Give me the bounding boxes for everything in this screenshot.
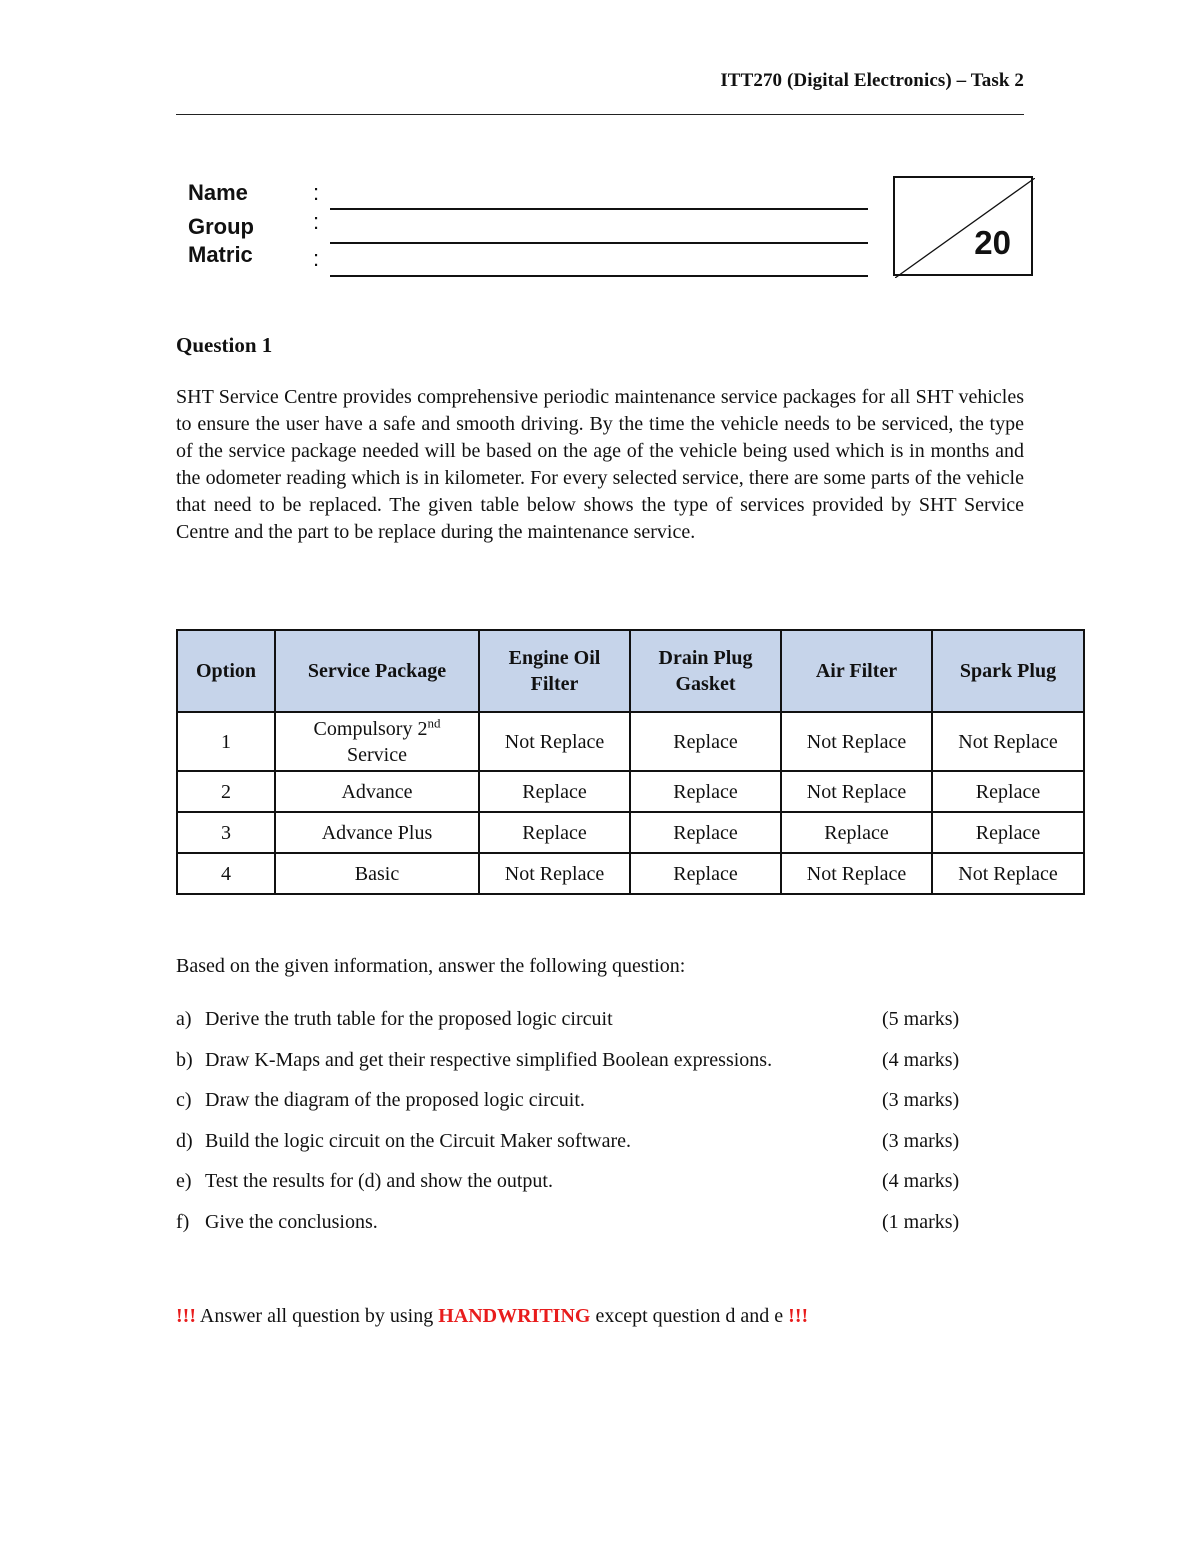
list-item	[176, 1049, 996, 1090]
header-service-package: Service Package	[275, 630, 479, 712]
name-line	[330, 208, 868, 210]
item-text: Test the results for (d) and show the output.	[205, 1170, 553, 1192]
score-divider	[895, 178, 1035, 278]
list-item	[176, 1170, 996, 1211]
item-marks: (3 marks)	[882, 1089, 960, 1111]
header-engine-oil-filter: Engine Oil Filter	[479, 630, 630, 712]
cell-drain-plug-gasket: Replace	[630, 853, 781, 894]
cell-spark-plug: Not Replace	[932, 712, 1084, 771]
package-name-line2: Service	[347, 743, 407, 766]
item-text: Build the logic circuit on the Circuit Maker software.	[205, 1129, 631, 1152]
question-title: Question 1	[176, 333, 273, 357]
note-text-2: except question d and e	[590, 1305, 789, 1327]
item-marks: (5 marks)	[882, 1008, 960, 1030]
cell-package: Advance	[275, 771, 479, 812]
header-spark-plug: Spark Plug	[932, 630, 1084, 712]
name-label: Name	[188, 180, 248, 205]
item-text: Give the conclusions.	[205, 1210, 378, 1233]
table-header-row	[177, 630, 1084, 712]
cell-option: 3	[177, 812, 275, 853]
header-option: Option	[177, 630, 275, 712]
item-letter: b)	[176, 1048, 193, 1071]
item-text: Draw K-Maps and get their respective simplified Boolean expressions.	[205, 1048, 773, 1071]
cell-option: 2	[177, 771, 275, 812]
list-item	[176, 1211, 996, 1252]
package-superscript: nd	[427, 714, 441, 730]
identity-block	[188, 180, 878, 290]
matric-line	[330, 275, 868, 277]
header-drain-plug-gasket: Drain Plug Gasket	[630, 630, 781, 712]
header-rule	[176, 114, 1024, 115]
group-colon: :	[313, 209, 320, 234]
cell-engine-oil-filter: Not Replace	[479, 853, 630, 894]
list-item	[176, 1089, 996, 1130]
cell-drain-plug-gasket: Replace	[630, 812, 781, 853]
item-marks: (3 marks)	[882, 1129, 960, 1152]
note-text-1: Answer all question by using	[195, 1305, 439, 1327]
name-row	[188, 180, 878, 210]
cell-package: Advance Plus	[275, 812, 479, 853]
group-row	[188, 209, 878, 244]
item-marks: (4 marks)	[882, 1170, 960, 1192]
note-prefix: !!!	[176, 1305, 196, 1327]
item-letter: d)	[176, 1129, 193, 1152]
list-item	[176, 1130, 996, 1171]
header-air-filter: Air Filter	[781, 630, 932, 712]
cell-option: 4	[177, 853, 275, 894]
cell-air-filter: Not Replace	[781, 712, 932, 771]
cell-drain-plug-gasket: Replace	[630, 712, 781, 771]
instructions-intro: Based on the given information, answer the following question:	[176, 955, 686, 977]
group-label: Group	[188, 214, 254, 239]
table-row	[177, 771, 1084, 812]
cell-spark-plug: Replace	[932, 812, 1084, 853]
service-package-table	[176, 629, 1085, 895]
cell-engine-oil-filter: Not Replace	[479, 712, 630, 771]
item-letter: c)	[176, 1089, 192, 1111]
cell-package: Basic	[275, 853, 479, 894]
sub-question-list	[176, 1008, 996, 1251]
item-letter: a)	[176, 1008, 192, 1030]
score-total: 20	[974, 224, 1011, 261]
question-paragraph: SHT Service Centre provides comprehensive periodic maintenance service packages for all SHT vehicles to ensure the user have a safe and smooth driving. By the time the vehicle needs to be serviced, the type of the service package needed will be based on the age of the vehicle being used which is in months and the odometer reading which is in kilometer. For every selected service, there are some parts of the vehicle that need to be replaced. The given table below shows the type of services provided by SHT Service Centre and the part to be replace during the maintenance service.	[176, 386, 1024, 543]
item-letter: f)	[176, 1210, 190, 1233]
table-row	[177, 853, 1084, 894]
header-title: ITT270 (Digital Electronics) – Task 2	[720, 70, 1024, 91]
matric-row	[188, 242, 878, 272]
cell-air-filter: Not Replace	[781, 853, 932, 894]
matric-label: Matric	[188, 242, 253, 267]
note-suffix: !!!	[788, 1305, 809, 1327]
package-name: Compulsory 2	[313, 717, 428, 740]
cell-engine-oil-filter: Replace	[479, 771, 630, 812]
cell-spark-plug: Not Replace	[932, 853, 1084, 894]
cell-package	[275, 712, 479, 771]
name-colon: :	[313, 180, 320, 205]
cell-air-filter: Replace	[781, 812, 932, 853]
item-text: Derive the truth table for the proposed logic circuit	[205, 1008, 613, 1030]
score-box	[893, 176, 1033, 276]
item-marks: (4 marks)	[882, 1048, 960, 1071]
handwriting-note	[176, 1305, 808, 1328]
table-row	[177, 812, 1084, 853]
list-item	[176, 1008, 996, 1049]
item-letter: e)	[176, 1170, 192, 1192]
item-marks: (1 marks)	[882, 1210, 960, 1233]
cell-drain-plug-gasket: Replace	[630, 771, 781, 812]
cell-spark-plug: Replace	[932, 771, 1084, 812]
cell-option: 1	[177, 712, 275, 771]
note-emphasis: HANDWRITING	[438, 1305, 591, 1327]
table-row	[177, 712, 1084, 771]
item-text: Draw the diagram of the proposed logic circuit.	[205, 1089, 585, 1111]
matric-colon: :	[313, 246, 320, 271]
cell-air-filter: Not Replace	[781, 771, 932, 812]
cell-engine-oil-filter: Replace	[479, 812, 630, 853]
